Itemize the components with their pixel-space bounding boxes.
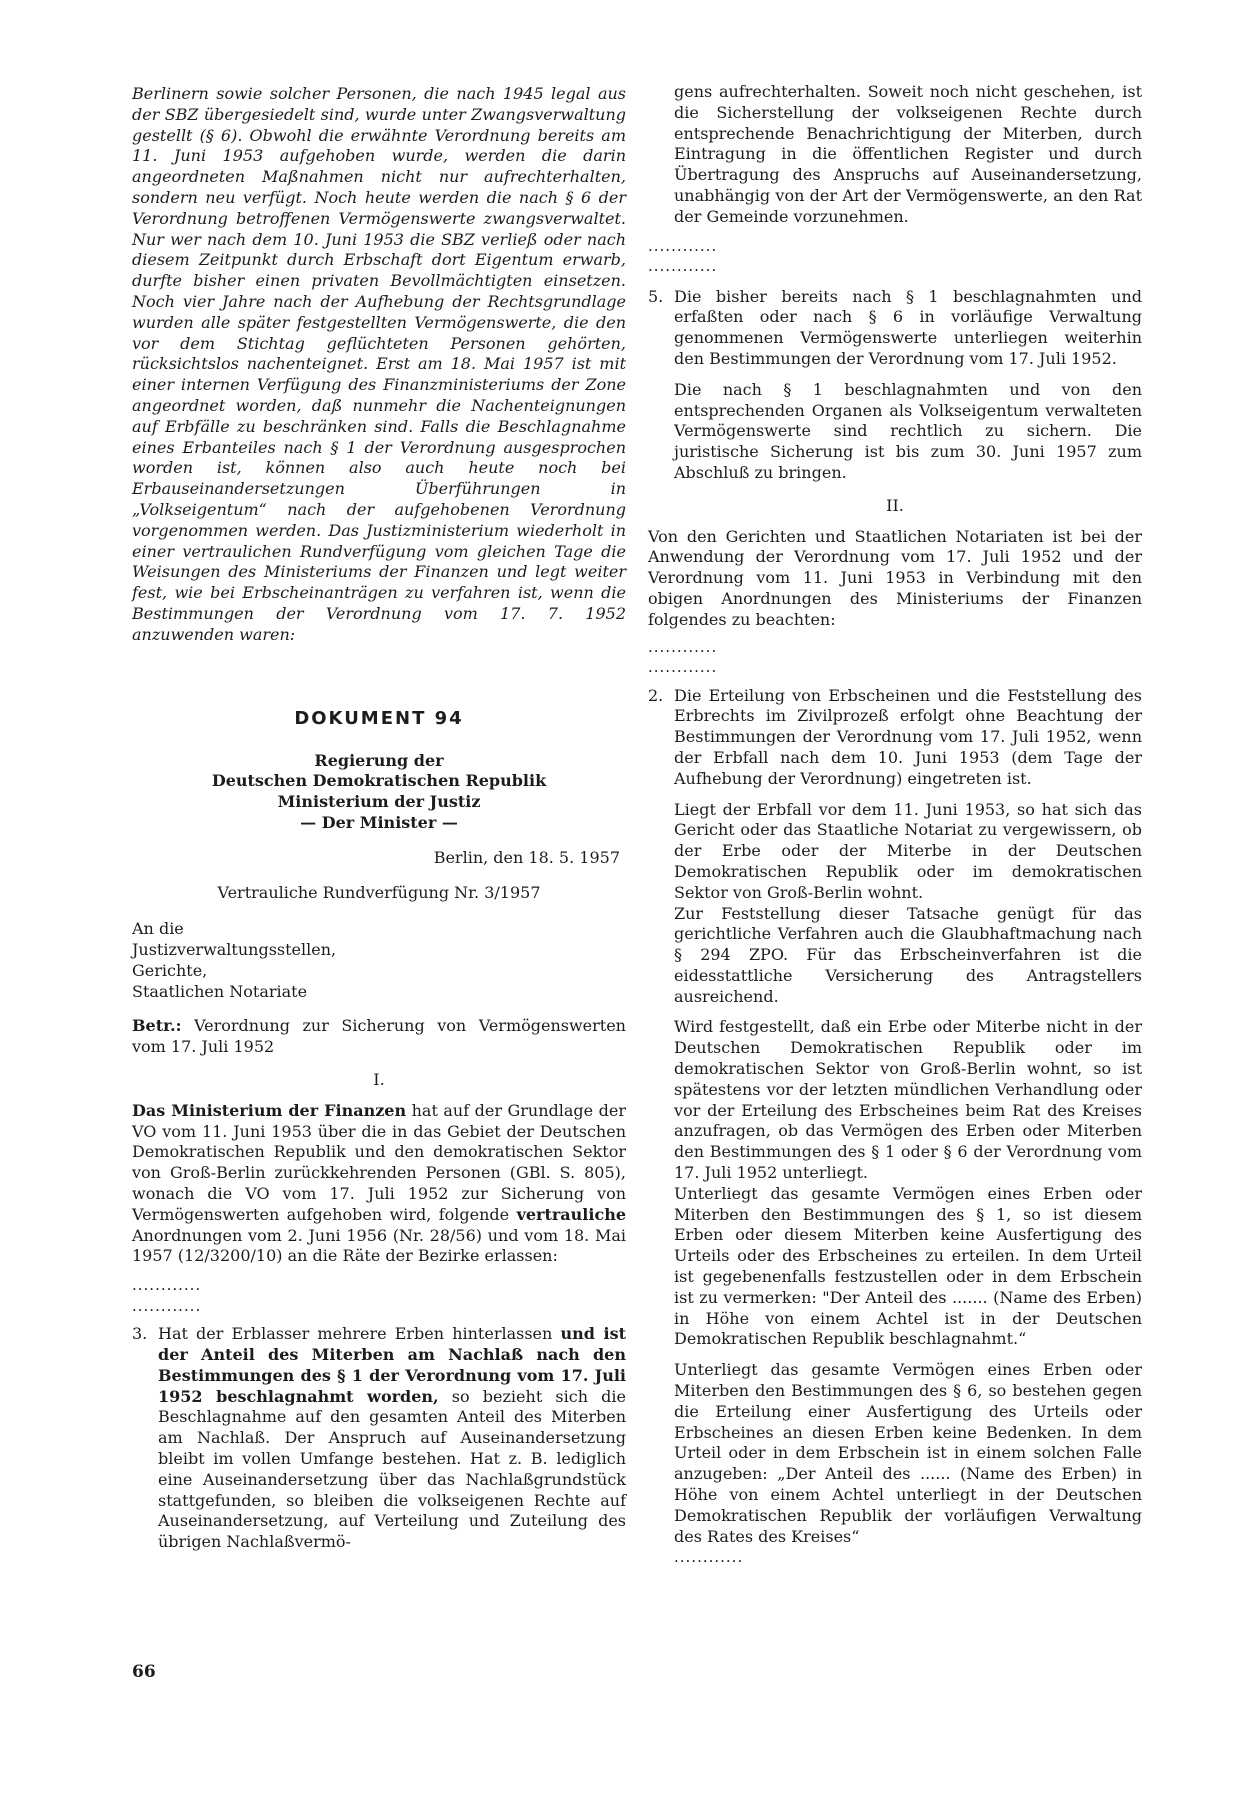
- item3-text-b: so bezieht sich die Beschlagnahme auf den gesamten Anteil des Miterben am Nachlaß. Der Anspruch auf Auseinandersetzung bleibt im vollen Umfange bestehen. Hat z. B. lediglich eine Auseinandersetzung über das Nachlaßgrundstück stattgefunden, so bleiben die volkseigenen Rechte auf Auseinandersetzung, auf Verteilung und Zuteilung des übrigen Nachlaßvermö-: [158, 1386, 626, 1552]
- ellipsis-line: ............: [648, 637, 718, 656]
- continuation-paragraph: gens aufrechterhalten. Soweit noch nicht geschehen, ist die Sicherstellung der volkseigenen Rechte durch entsprechende Benachrichtigung der Miterben, durch Eintragung in die öffentlichen Register und durch Übertragung des Anspruchs auf Auseinandersetzung, unabhängig von der Art der Vermögenswerte, an den Rat der Gemeinde vorzunehmen.: [674, 82, 1142, 226]
- ellipsis-line: ............: [648, 236, 718, 255]
- subject-label: Betr.:: [132, 1016, 182, 1036]
- ellipsis-line: ............: [648, 257, 718, 276]
- ministry-paragraph: [132, 1101, 626, 1267]
- item3-text-a: Hat der Erblasser mehrere Erben hinterlassen: [158, 1324, 553, 1344]
- item-number: 2.: [648, 685, 664, 705]
- ministry-text-a: hat auf der Grundlage der VO vom 11. Juni 1953 über die in das Gebiet der Deutschen Demokratischen Republik und den demokratischen Sektor von Groß-Berlin zurückkehrenden Personen (GBl. S. 805), wonach die VO vom 17. Juli 1952 zur Sicherung von Vermögenswerten aufgehoben wird, folgende: [132, 1100, 626, 1224]
- right-column: [648, 82, 1142, 1568]
- authority-line-2: Deutschen Demokratischen Republik: [211, 771, 547, 791]
- section-two-intro: Von den Gerichten und Staatlichen Notariaten ist bei der Anwendung der Verordnung vom 17. Juli 1952 und der Verordnung vom 11. Juni 1953 in Verbindung mit den obigen Anordnungen des Ministeriums der Finanzen folgendes zu beachten:: [648, 526, 1142, 629]
- section-one-heading: I.: [373, 1070, 385, 1090]
- authority-line-4: — Der Minister —: [300, 812, 458, 832]
- ellipsis-line: ............: [674, 1548, 744, 1567]
- intro-paragraph: Berlinern sowie solcher Personen, die nach 1945 legal aus der SBZ übergesiedelt sind, wurde unter Zwangsverwaltung gestellt (§ 6). Obwohl die erwähnte Verordnung bereits am 11. Juni 1953 aufgehoben wurde, werden die darin angeordneten Maßnahmen nicht nur aufrechterhalten, sondern neu verfügt. Noch heute werden die nach § 6 der Verordnung betroffenen Vermögenswerte zwangsverwaltet. Nur wer nach dem 10. Juni 1953 die SBZ verließ oder nach diesem Zeitpunkt durch Erbschaft dort Eigentum erwarb, durfte bisher einen privaten Bevollmächtigten einsetzen. Noch vier Jahre nach der Aufhebung der Rechtsgrundlage wurden alle später festgestellten Vermögenswerte, die den vor dem Stichtag geflüchteten Personen gehörten, rücksichtslos nachenteignet. Erst am 18. Mai 1957 ist mit einer internen Verfügung des Finanzministeriums der Zone angeordnet worden, daß nunmehr die Nachenteignungen auf Erbfälle zu beschränken sind. Falls die Beschlagnahme eines Erbanteiles nach § 1 der Verordnung ausgesprochen worden ist, können also auch heute noch bei Erbauseinandersetzungen Überführungen in „Volkseigentum“ nach der aufgehobenen Verordnung vorgenommen werden. Das Justizministerium wiederholt in einer vertraulichen Rundverfügung vom gleichen Tage die Weisungen des Ministeriums der Finanzen und legt weiter fest, wie bei Erbscheinanträgen zu verfahren ist, wenn die Bestimmungen der Verordnung vom 17. 7. 1952 anzuwenden waren:: [132, 84, 626, 644]
- subject-line: [132, 1016, 626, 1058]
- document-heading: DOKUMENT 94: [294, 707, 464, 729]
- paragraph-beschlagnahme: Unterliegt das gesamte Vermögen eines Erben oder Miterben den Bestimmungen des § 1, so ist diesem Erben oder diesem Miterben keine Ausfertigung des Urteils oder des Erbscheines zu erteilen. In dem Urteil ist gegebenenfalls festzustellen oder in dem Erbschein ist zu vermerken: "Der Anteil des ....... (Name des Erben) in Höhe von einem Achtel ist in der Deutschen Demokratischen Republik beschlagnahmt.“: [674, 1183, 1142, 1349]
- address-line-2: Justizverwaltungsstellen,: [132, 940, 337, 960]
- paragraph-wohnsitz: Wird festgestellt, daß ein Erbe oder Miterbe nicht in der Deutschen Demokratischen Republik oder im demokratischen Sektor von Groß-Berlin wohnt, so ist spätestens vor der letzten mündlichen Verhandlung oder vor der Erteilung des Erbscheines beim Rat des Kreises anzufragen, ob das Vermögen des Erben oder Miterben den Bestimmungen des § 1 oder § 6 der Verordnung vom 17. Juli 1952 unterliegt.: [674, 1017, 1142, 1183]
- item-number: 5.: [648, 286, 664, 306]
- item5-text: Die bisher bereits nach § 1 beschlagnahmten und erfaßten oder nach § 6 in vorläufige Verwaltung genommenen Vermögenswerte unterliegen weiterhin den Bestimmungen der Verordnung vom 17. Juli 1952.: [674, 286, 1142, 368]
- list-item-5: [648, 287, 1142, 370]
- left-column: [132, 84, 626, 1553]
- item5-paragraph-2: Die nach § 1 beschlagnahmten und von den entsprechenden Organen als Volkseigentum verwalteten Vermögenswerte sind rechtlich zu sichern. Die juristische Sicherung ist bis zum 30. Juni 1957 zum Abschluß zu bringen.: [674, 379, 1142, 482]
- ministry-name: Das Ministerium der Finanzen: [132, 1100, 407, 1120]
- ministry-text-b: Anordnungen vom 2. Juni 1956 (Nr. 28/56) und vom 18. Mai 1957 (12/3200/10) an die Räte der Bezirke erlassen:: [132, 1225, 626, 1266]
- ellipsis-line: ............: [132, 1296, 202, 1315]
- item-number: 3.: [132, 1324, 148, 1344]
- ellipsis-line: ............: [648, 658, 718, 677]
- page-number: 66: [132, 1662, 156, 1682]
- item3-bold-text: und ist der Anteil des Miterben am Nachlaß nach den Bestimmungen des § 1 der Verordnung vom 17. Juli 1952 beschlagnahmt worden,: [158, 1324, 627, 1406]
- subject-text: Verordnung zur Sicherung von Vermögenswerten vom 17. Juli 1952: [132, 1016, 626, 1057]
- list-item-3: [132, 1324, 626, 1553]
- address-line-1: An die: [132, 919, 184, 939]
- paragraph-erbfall: Liegt der Erbfall vor dem 11. Juni 1953, so hat sich das Gericht oder das Staatliche Notariat zu vergewissern, ob der Erbe oder der Miterbe in der Deutschen Demokratischen Republik oder im demokratischen Sektor von Groß-Berlin wohnt.: [674, 799, 1142, 902]
- authority-line-1: Regierung der: [314, 750, 444, 770]
- section-two-heading: II.: [886, 495, 904, 515]
- place-date: Berlin, den 18. 5. 1957: [433, 847, 620, 867]
- decree-title: Vertrauliche Rundverfügung Nr. 3/1957: [217, 882, 541, 902]
- paragraph-feststellung: Zur Feststellung dieser Tatsache genügt für das gerichtliche Verfahren auch die Glaubhaftmachung nach § 294 ZPO. Für das Erbscheinverfahren ist die eidesstattliche Versicherung des Antragstellers ausreichend.: [674, 903, 1142, 1006]
- paragraph-verwaltung: Unterliegt das gesamte Vermögen eines Erben oder Miterben den Bestimmungen des § 6, so bestehen gegen die Erteilung einer Ausfertigung des Urteils oder Erbscheines an diesen Erben keine Bedenken. In dem Urteil oder in dem Erbschein ist in einem solchen Falle anzugeben: „Der Anteil des ...... (Name des Erben) in Höhe von einem Achtel unterliegt in der Deutschen Demokratischen Republik der vorläufigen Verwaltung des Rates des Kreises“: [674, 1360, 1142, 1546]
- authority-line-3: Ministerium der Justiz: [277, 792, 481, 812]
- confidential-word: vertrauliche: [516, 1204, 626, 1224]
- list-item-2: [648, 686, 1142, 790]
- address-line-3: Gerichte,: [132, 960, 208, 980]
- ellipsis-line: ............: [132, 1276, 202, 1295]
- item2-text: Die Erteilung von Erbscheinen und die Feststellung des Erbrechts im Zivilprozeß erfolgt ohne Beachtung der Bestimmungen der Verordnung vom 17. Juli 1952, wenn der Erbfall nach dem 10. Juni 1953 (dem Tage der Aufhebung der Verordnung) eingetreten ist.: [674, 685, 1142, 788]
- address-line-4: Staatlichen Notariate: [132, 981, 308, 1001]
